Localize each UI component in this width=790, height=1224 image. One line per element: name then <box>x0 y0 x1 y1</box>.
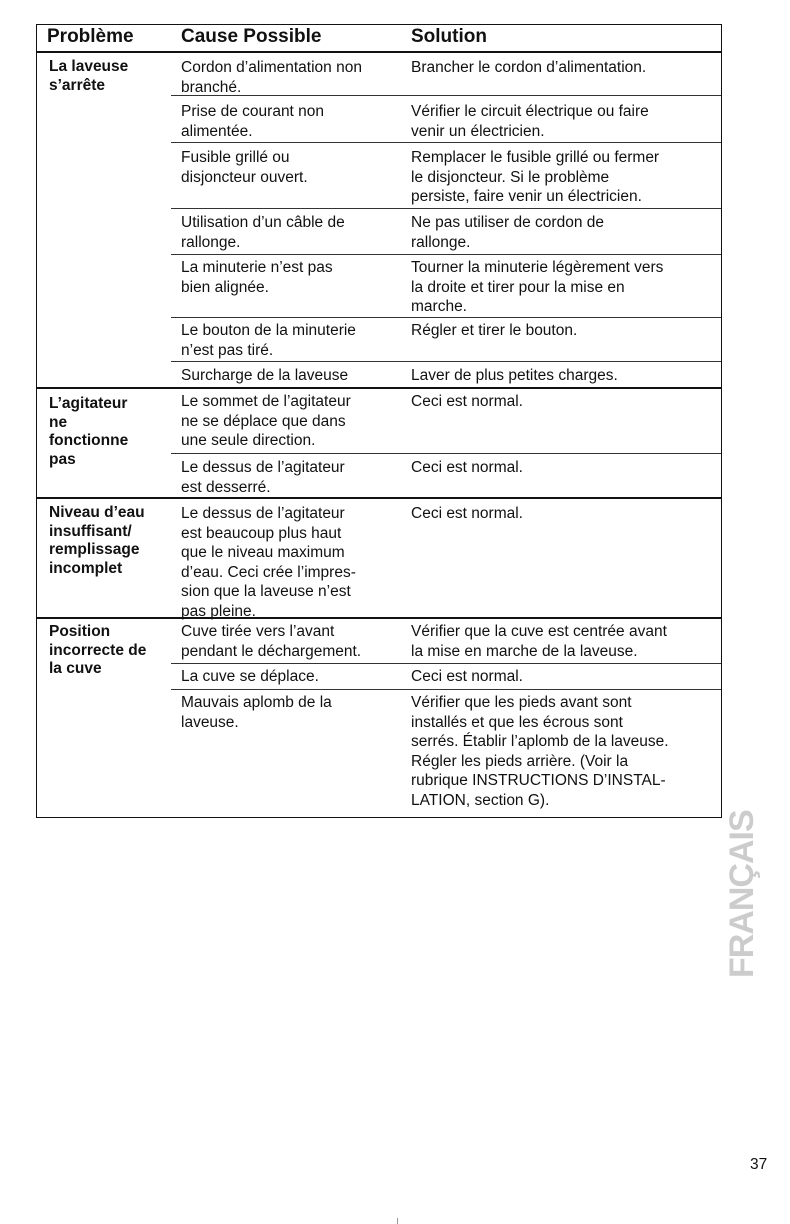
table-row-cause: Prise de courant non alimentée. <box>181 103 325 140</box>
table-row-cause: Cuve tirée vers l’avant pendant le déchargement. <box>181 623 362 660</box>
row-divider <box>171 361 721 362</box>
row-divider <box>171 317 721 318</box>
row-divider <box>171 453 721 454</box>
table-row-cause: Le bouton de la minuterie n’est pas tiré. <box>181 322 356 359</box>
row-divider <box>171 208 721 209</box>
table-row-cause: La minuterie n’est pas bien alignée. <box>181 259 333 296</box>
crop-mark <box>397 1218 398 1224</box>
table-row-cause: La cuve se déplace. <box>181 668 319 685</box>
row-divider <box>171 663 721 664</box>
table-row-cause: Cordon d’alimentation non branché. <box>181 59 362 96</box>
page-number: 37 <box>750 1156 768 1173</box>
table-row-cause: Le dessus de l’agitateur est beaucoup plus haut que le niveau maximum d’eau. Ceci crée l’impres- sion que la laveuse n’est pas pleine. <box>181 505 356 620</box>
row-divider <box>171 142 721 143</box>
table-row-solution: Brancher le cordon d’alimentation. <box>411 59 647 76</box>
table-row-cause: Utilisation d’un câble de rallonge. <box>181 214 345 251</box>
table-row-solution: Ne pas utiliser de cordon de rallonge. <box>411 214 605 251</box>
table-row-solution: Remplacer le fusible grillé ou fermer le disjoncteur. Si le problème persiste, faire venir un électricien. <box>411 149 660 205</box>
table-row-solution: Ceci est normal. <box>411 505 523 522</box>
table-row-cause: Fusible grillé ou disjoncteur ouvert. <box>181 149 308 186</box>
table-row-solution: Ceci est normal. <box>411 393 523 410</box>
table-row-cause: Le dessus de l’agitateur est desserré. <box>181 459 345 496</box>
table-row-solution: Vérifier que la cuve est centrée avant la mise en marche de la laveuse. <box>411 623 667 660</box>
language-side-tab: FRANÇAIS <box>723 810 761 978</box>
section-divider <box>37 617 721 619</box>
table-row-solution: Vérifier le circuit électrique ou faire venir un électricien. <box>411 103 649 140</box>
problem-tub-position: Position incorrecte de la cuve <box>49 623 147 677</box>
table-row-solution: Ceci est normal. <box>411 668 523 685</box>
table-row-solution: Vérifier que les pieds avant sont installés et que les écrous sont serrés. Établir l’aplomb de la laveuse. Régler les pieds arrière. (Voir la rubrique INSTRUCTIONS D’INSTAL- LATION, section G). <box>411 694 669 809</box>
table-row-solution: Tourner la minuterie légèrement vers la droite et tirer pour la mise en marche. <box>411 259 664 315</box>
problem-agitator: L’agitateur ne fonctionne pas <box>49 395 129 468</box>
troubleshooting-table <box>36 24 722 818</box>
table-header <box>37 25 721 53</box>
problem-washer-stops: La laveuse s’arrête <box>49 58 129 94</box>
table-row-solution: Ceci est normal. <box>411 459 523 476</box>
table-row-solution: Laver de plus petites charges. <box>411 367 618 384</box>
header-solution: Solution <box>411 26 487 47</box>
section-divider <box>37 387 721 389</box>
row-divider <box>171 254 721 255</box>
table-row-solution: Régler et tirer le bouton. <box>411 322 578 339</box>
section-divider <box>37 497 721 499</box>
header-cause: Cause Possible <box>181 26 322 47</box>
problem-water-level: Niveau d’eau insuffisant/ remplissage incomplet <box>49 504 145 577</box>
table-row-cause: Surcharge de la laveuse <box>181 367 349 384</box>
header-problem: Problème <box>47 26 134 47</box>
table-row-cause: Le sommet de l’agitateur ne se déplace que dans une seule direction. <box>181 393 351 449</box>
row-divider <box>171 689 721 690</box>
table-row-cause: Mauvais aplomb de la laveuse. <box>181 694 332 731</box>
row-divider <box>171 95 721 96</box>
